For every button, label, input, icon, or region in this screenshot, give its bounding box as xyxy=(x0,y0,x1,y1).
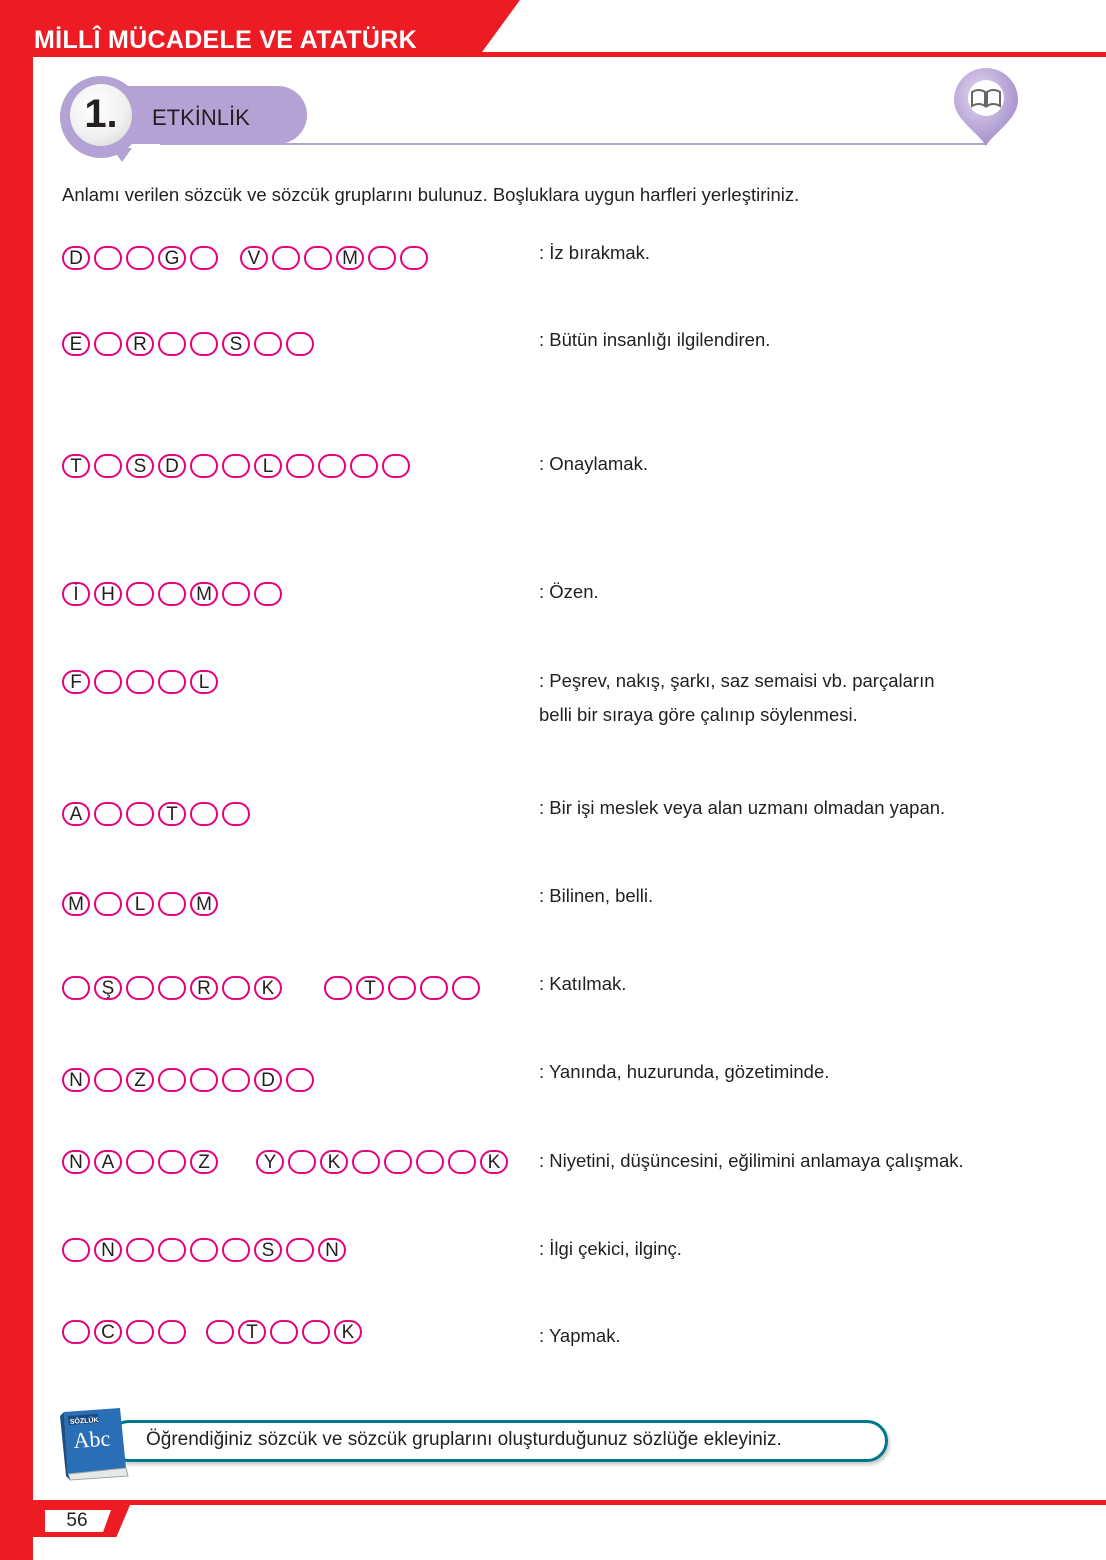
blank-letter-cell[interactable] xyxy=(222,802,250,826)
blank-letter-cell[interactable] xyxy=(368,246,396,270)
blank-letter-cell[interactable] xyxy=(158,582,186,606)
blank-letter-cell[interactable] xyxy=(254,332,282,356)
blank-letter-cell[interactable] xyxy=(94,1068,122,1092)
instruction-text: Anlamı verilen sözcük ve sözcük gruplarını bulunuz. Boşluklara uygun harfleri yerleştiriniz. xyxy=(62,184,800,205)
blank-letter-cell[interactable] xyxy=(158,1320,186,1344)
letter-cell: M xyxy=(62,892,90,916)
definition-text: : İz bırakmak. xyxy=(539,242,651,263)
blank-letter-cell[interactable] xyxy=(190,1068,218,1092)
blank-letter-cell[interactable] xyxy=(350,454,378,478)
blank-letter-cell[interactable] xyxy=(384,1150,412,1174)
activity-label: ETKİNLİK xyxy=(152,105,250,130)
blank-letter-cell[interactable] xyxy=(126,976,154,1000)
blank-letter-cell[interactable] xyxy=(302,1320,330,1344)
letter-cell: N xyxy=(318,1238,346,1262)
letter-cell: M xyxy=(336,246,364,270)
blank-letter-cell[interactable] xyxy=(448,1150,476,1174)
definition-text: : Bilinen, belli. xyxy=(539,885,654,906)
header-rule xyxy=(470,52,1106,57)
blank-letter-cell[interactable] xyxy=(94,802,122,826)
letter-cell: M xyxy=(190,582,218,606)
letter-cell: Ş xyxy=(94,976,122,1000)
blank-letter-cell[interactable] xyxy=(420,976,448,1000)
letter-cell: A xyxy=(94,1150,122,1174)
blank-letter-cell[interactable] xyxy=(222,1068,250,1092)
blank-letter-cell[interactable] xyxy=(126,802,154,826)
page-number: 56 xyxy=(66,1510,88,1531)
letter-cell: M xyxy=(190,892,218,916)
dictionary-book-title: Abc xyxy=(72,1425,111,1453)
blank-letter-cell[interactable] xyxy=(126,1320,154,1344)
letter-cell: T xyxy=(356,976,384,1000)
letter-cell: Z xyxy=(190,1150,218,1174)
definition-text: : Katılmak. xyxy=(539,973,627,994)
left-red-bar xyxy=(0,0,33,1560)
blank-letter-cell[interactable] xyxy=(222,976,250,1000)
blank-letter-cell[interactable] xyxy=(272,246,300,270)
blank-letter-cell[interactable] xyxy=(286,454,314,478)
letter-cell: N xyxy=(62,1150,90,1174)
letter-cell: K xyxy=(320,1150,348,1174)
blank-letter-cell[interactable] xyxy=(62,976,90,1000)
blank-letter-cell[interactable] xyxy=(288,1150,316,1174)
blank-letter-cell[interactable] xyxy=(94,454,122,478)
blank-letter-cell[interactable] xyxy=(94,246,122,270)
letter-cell: T xyxy=(158,802,186,826)
blank-letter-cell[interactable] xyxy=(158,1068,186,1092)
footer-note-text: Öğrendiğiniz sözcük ve sözcük gruplarını oluşturduğunuz sözlüğe ekleyiniz. xyxy=(146,1429,782,1450)
blank-letter-cell[interactable] xyxy=(222,454,250,478)
letter-cell: İ xyxy=(62,582,90,606)
letter-cell: D xyxy=(158,454,186,478)
blank-letter-cell[interactable] xyxy=(126,670,154,694)
dictionary-book-label: SÖZLÜK xyxy=(69,1417,99,1426)
letter-cell: D xyxy=(254,1068,282,1092)
blank-letter-cell[interactable] xyxy=(158,976,186,1000)
blank-letter-cell[interactable] xyxy=(206,1320,234,1344)
blank-letter-cell[interactable] xyxy=(126,582,154,606)
blank-letter-cell[interactable] xyxy=(324,976,352,1000)
blank-letter-cell[interactable] xyxy=(416,1150,444,1174)
activity-badge-tail xyxy=(112,148,132,162)
definition-text: : Yapmak. xyxy=(539,1325,621,1346)
letter-cell: N xyxy=(62,1068,90,1092)
blank-letter-cell[interactable] xyxy=(388,976,416,1000)
blank-letter-cell[interactable] xyxy=(94,892,122,916)
definition-text: : Yanında, huzurunda, gözetiminde. xyxy=(539,1061,830,1082)
letter-cell: S xyxy=(222,332,250,356)
letter-cell: T xyxy=(238,1320,266,1344)
chapter-title: MİLLÎ MÜCADELE VE ATATÜRK xyxy=(34,26,417,54)
blank-letter-cell[interactable] xyxy=(190,454,218,478)
blank-letter-cell[interactable] xyxy=(254,582,282,606)
definition-text: : İlgi çekici, ilginç. xyxy=(539,1238,682,1259)
definition-text-continued: belli bir sıraya göre çalınıp söylenmesi. xyxy=(539,704,858,725)
footer-rule xyxy=(33,1500,1106,1505)
blank-letter-cell[interactable] xyxy=(190,246,218,270)
blank-letter-cell[interactable] xyxy=(94,332,122,356)
definition-text: : Özen. xyxy=(539,581,599,602)
blank-letter-cell[interactable] xyxy=(222,582,250,606)
blank-letter-cell[interactable] xyxy=(190,1238,218,1262)
book-pin-icon xyxy=(950,68,1022,148)
letter-cell: A xyxy=(62,802,90,826)
activity-number: 1. xyxy=(84,92,118,136)
letter-cell: N xyxy=(94,1238,122,1262)
letter-cell: G xyxy=(158,246,186,270)
definition-text: : Bütün insanlığı ilgilendiren. xyxy=(539,329,771,350)
definition-text: : Peşrev, nakış, şarkı, saz semaisi vb. parçaların xyxy=(539,670,935,691)
blank-letter-cell[interactable] xyxy=(62,1320,90,1344)
blank-letter-cell[interactable] xyxy=(94,670,122,694)
letter-cell: K xyxy=(480,1150,508,1174)
blank-letter-cell[interactable] xyxy=(190,802,218,826)
blank-letter-cell[interactable] xyxy=(286,1068,314,1092)
blank-letter-cell[interactable] xyxy=(158,332,186,356)
blank-letter-cell[interactable] xyxy=(126,1150,154,1174)
letter-cell: F xyxy=(62,670,90,694)
blank-letter-cell[interactable] xyxy=(190,332,218,356)
blank-letter-cell[interactable] xyxy=(158,1238,186,1262)
definition-text: : Bir işi meslek veya alan uzmanı olmadan yapan. xyxy=(539,797,946,818)
blank-letter-cell[interactable] xyxy=(158,670,186,694)
letter-cell: V xyxy=(240,246,268,270)
letter-cell: T xyxy=(62,454,90,478)
letter-cell: K xyxy=(334,1320,362,1344)
definition-text: : Onaylamak. xyxy=(539,453,648,474)
blank-letter-cell[interactable] xyxy=(62,1238,90,1262)
dictionary-book-icon xyxy=(54,1404,134,1482)
blank-letter-cell[interactable] xyxy=(304,246,332,270)
blank-letter-cell[interactable] xyxy=(222,1238,250,1262)
letter-cell: L xyxy=(254,454,282,478)
letter-cell: S xyxy=(126,454,154,478)
blank-letter-cell[interactable] xyxy=(352,1150,380,1174)
letter-cell: R xyxy=(190,976,218,1000)
blank-letter-cell[interactable] xyxy=(126,246,154,270)
letter-cell: S xyxy=(254,1238,282,1262)
letter-cell: K xyxy=(254,976,282,1000)
letter-cell: L xyxy=(126,892,154,916)
blank-letter-cell[interactable] xyxy=(452,976,480,1000)
letter-cell: D xyxy=(62,246,90,270)
activity-underline xyxy=(160,143,986,145)
letter-cell: C xyxy=(94,1320,122,1344)
blank-letter-cell[interactable] xyxy=(382,454,410,478)
letter-cell: Z xyxy=(126,1068,154,1092)
blank-letter-cell[interactable] xyxy=(318,454,346,478)
blank-letter-cell[interactable] xyxy=(270,1320,298,1344)
blank-letter-cell[interactable] xyxy=(286,332,314,356)
blank-letter-cell[interactable] xyxy=(400,246,428,270)
blank-letter-cell[interactable] xyxy=(126,1238,154,1262)
letter-cell: H xyxy=(94,582,122,606)
letter-cell: E xyxy=(62,332,90,356)
blank-letter-cell[interactable] xyxy=(158,892,186,916)
definition-text: : Niyetini, düşüncesini, eğilimini anlamaya çalışmak. xyxy=(539,1150,964,1171)
blank-letter-cell[interactable] xyxy=(286,1238,314,1262)
letter-cell: L xyxy=(190,670,218,694)
blank-letter-cell[interactable] xyxy=(158,1150,186,1174)
letter-cell: R xyxy=(126,332,154,356)
letter-cell: Y xyxy=(256,1150,284,1174)
